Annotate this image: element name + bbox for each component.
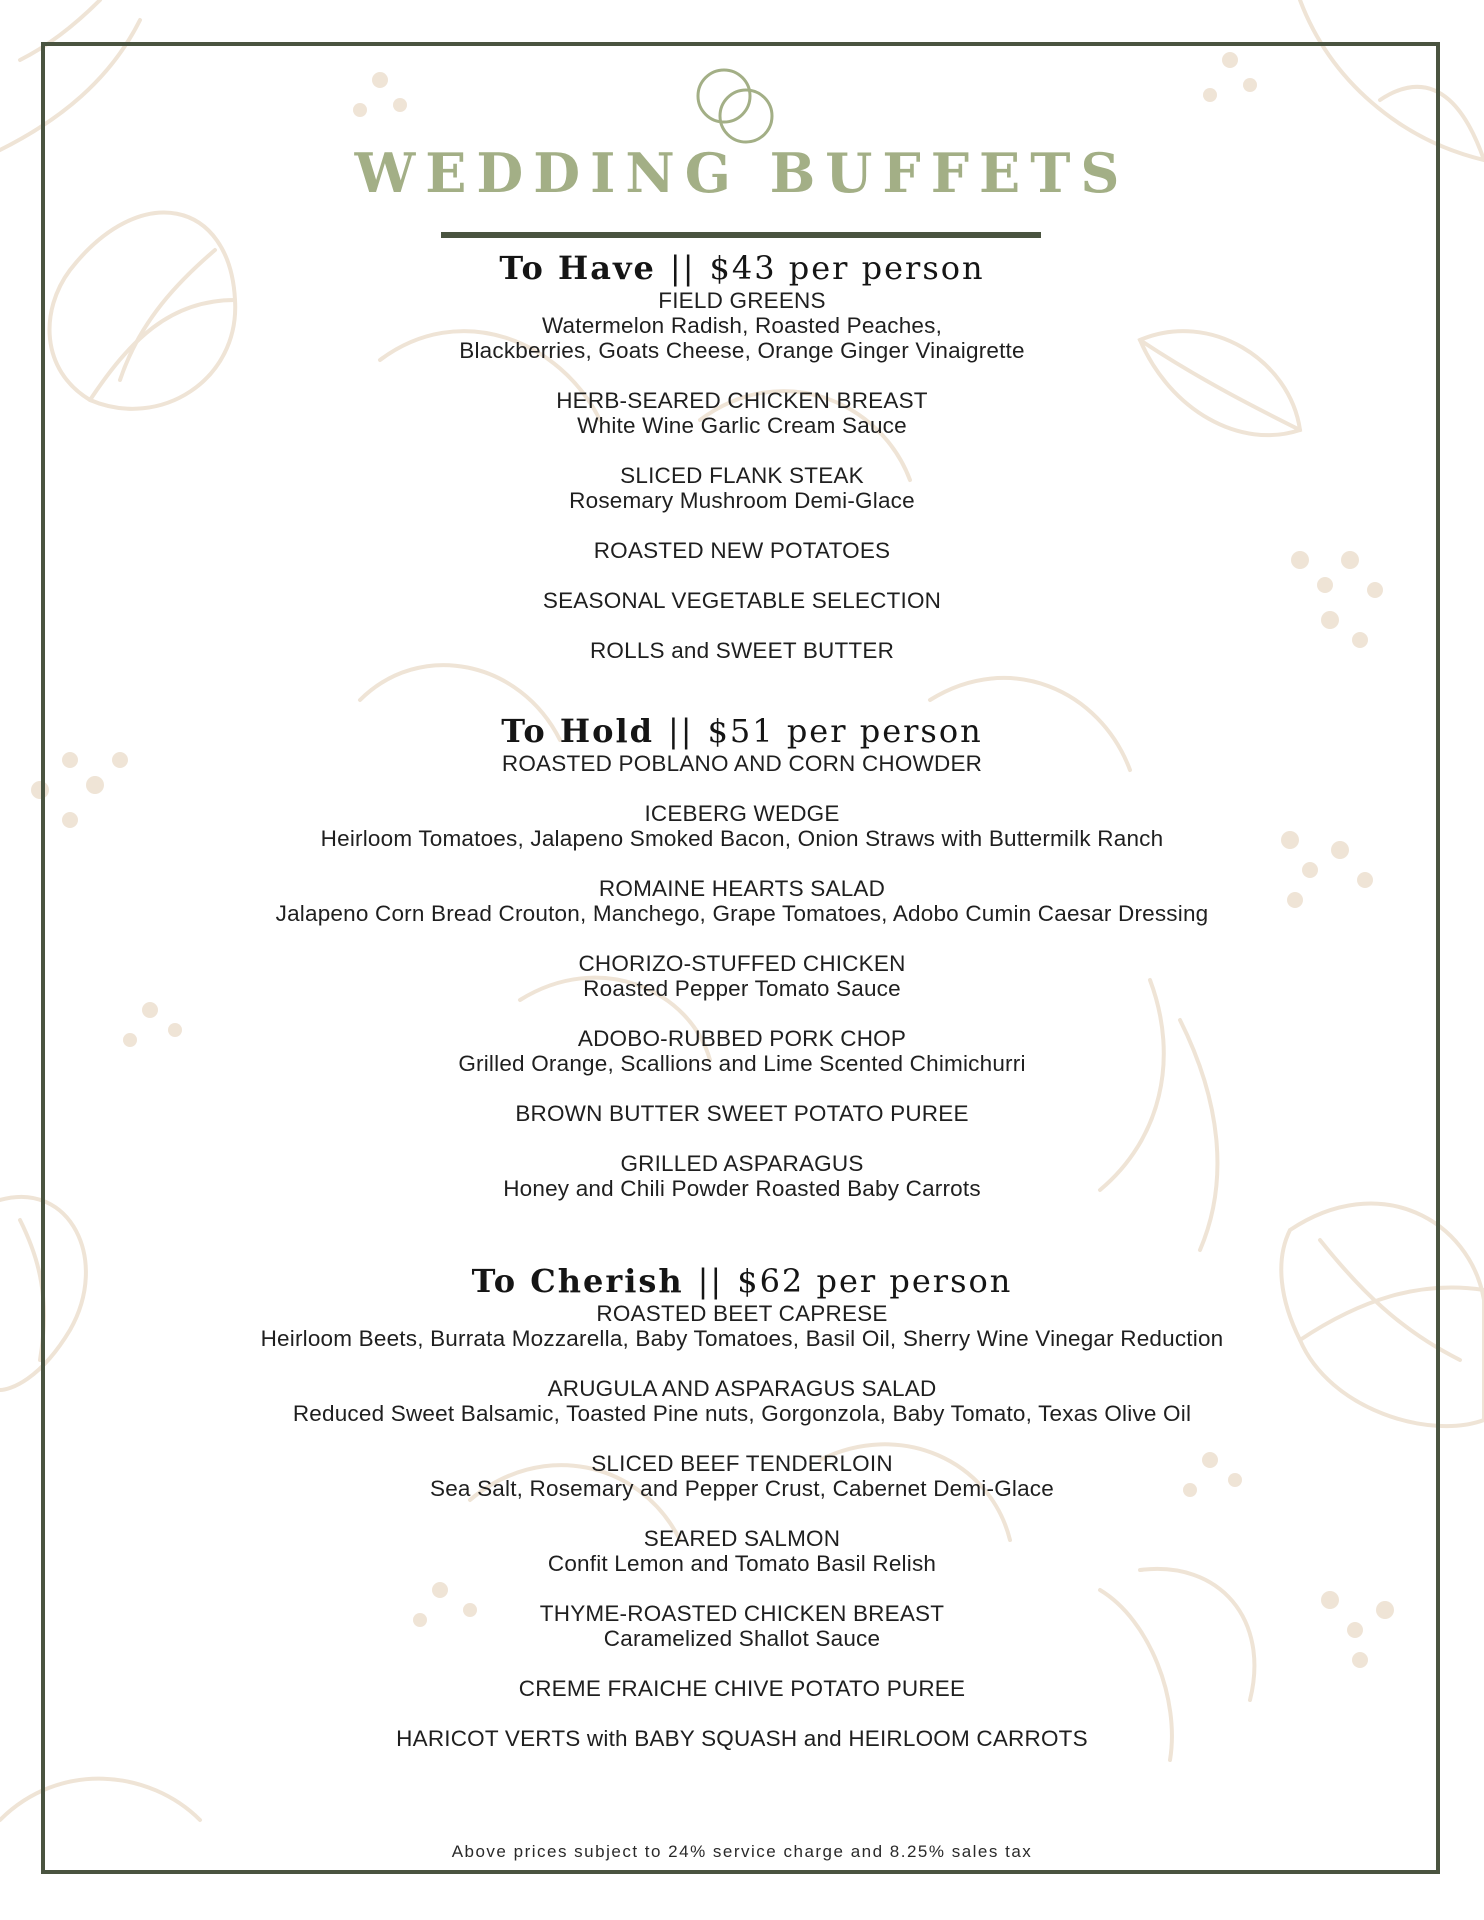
section-name: To Hold [501,712,654,750]
section-heading [0,248,1484,288]
title-divider [441,232,1041,238]
section-separator: || [697,1262,724,1300]
item-name: ROLLS and SWEET BUTTER [589,638,895,663]
item-name: ROASTED BEET CAPRESE [596,1301,888,1326]
menu-item [0,1726,1484,1751]
menu-section-to-hold [0,711,1484,1201]
menu-item [0,1376,1484,1426]
item-name: GRILLED ASPARAGUS [620,1151,864,1176]
menu-item [0,1526,1484,1576]
item-detail: Rosemary Mushroom Demi-Glace [569,488,915,513]
wedding-rings-icon [686,62,786,152]
item-name: BROWN BUTTER SWEET POTATO PUREE [515,1101,969,1126]
item-detail: Heirloom Beets, Burrata Mozzarella, Baby Tomatoes, Basil Oil, Sherry Wine Vinegar Reduction [260,1326,1224,1351]
menu-item [0,1101,1484,1126]
menu-item [0,1676,1484,1701]
menu-item [0,288,1484,363]
item-detail: Caramelized Shallot Sauce [603,1626,881,1651]
item-detail: Heirloom Tomatoes, Jalapeno Smoked Bacon, Onion Straws with Buttermilk Ranch [320,826,1164,851]
footer-note: Above prices subject to 24% service charge and 8.25% sales tax [451,1842,1033,1861]
menu-item [0,1026,1484,1076]
menu-item [0,801,1484,851]
menu-item [0,751,1484,776]
item-detail: Blackberries, Goats Cheese, Orange Ginger Vinaigrette [459,338,1025,363]
item-name: THYME-ROASTED CHICKEN BREAST [539,1601,945,1626]
menu-item [0,638,1484,663]
item-name: HERB-SEARED CHICKEN BREAST [556,388,928,413]
item-name: ARUGULA AND ASPARAGUS SALAD [547,1376,937,1401]
menu-item [0,1451,1484,1501]
item-detail: Watermelon Radish, Roasted Peaches, [541,313,943,338]
menu-item [0,538,1484,563]
section-name: To Cherish [471,1262,684,1300]
page-title: WEDDING BUFFETS [354,141,1130,205]
menu-item [0,1151,1484,1201]
item-detail: Sea Salt, Rosemary and Pepper Crust, Cabernet Demi-Glace [430,1476,1054,1501]
menu-item [0,388,1484,438]
item-detail: Grilled Orange, Scallions and Lime Scented Chimichurri [458,1051,1026,1076]
item-name: ROASTED POBLANO AND CORN CHOWDER [501,751,983,776]
menu-item [0,463,1484,513]
menu-section-to-have [0,248,1484,663]
item-name: SLICED BEEF TENDERLOIN [591,1451,893,1476]
menu-item [0,1601,1484,1651]
menu-section-to-cherish [0,1261,1484,1751]
section-name: To Have [499,249,656,287]
section-price: $51 per person [707,712,983,750]
item-name: ROMAINE HEARTS SALAD [598,876,886,901]
menu-item [0,951,1484,1001]
item-name: ROASTED NEW POTATOES [593,538,891,563]
item-name: CREME FRAICHE CHIVE POTATO PUREE [518,1676,966,1701]
item-detail: Reduced Sweet Balsamic, Toasted Pine nuts, Gorgonzola, Baby Tomato, Texas Olive Oil [292,1401,1192,1426]
section-separator: || [668,712,694,750]
item-detail: Jalapeno Corn Bread Crouton, Manchego, Grape Tomatoes, Adobo Cumin Caesar Dressing [275,901,1209,926]
item-name: CHORIZO-STUFFED CHICKEN [578,951,906,976]
item-name: FIELD GREENS [658,288,826,313]
item-detail: Confit Lemon and Tomato Basil Relish [547,1551,937,1576]
item-name: SLICED FLANK STEAK [620,463,864,488]
item-name: SEASONAL VEGETABLE SELECTION [542,588,942,613]
menu-item [0,588,1484,613]
item-detail: Roasted Pepper Tomato Sauce [583,976,901,1001]
item-detail: White Wine Garlic Cream Sauce [577,413,907,438]
section-heading [0,1261,1484,1301]
item-name: ADOBO-RUBBED PORK CHOP [577,1026,907,1051]
item-name: ICEBERG WEDGE [644,801,840,826]
section-separator: || [669,249,696,287]
item-name: HARICOT VERTS with BABY SQUASH and HEIRLOOM CARROTS [396,1726,1088,1751]
menu-item [0,876,1484,926]
section-price: $43 per person [709,249,985,287]
item-detail: Honey and Chili Powder Roasted Baby Carrots [503,1176,981,1201]
section-heading [0,711,1484,751]
menu-item [0,1301,1484,1351]
section-price: $62 per person [737,1262,1013,1300]
item-name: SEARED SALMON [643,1526,841,1551]
